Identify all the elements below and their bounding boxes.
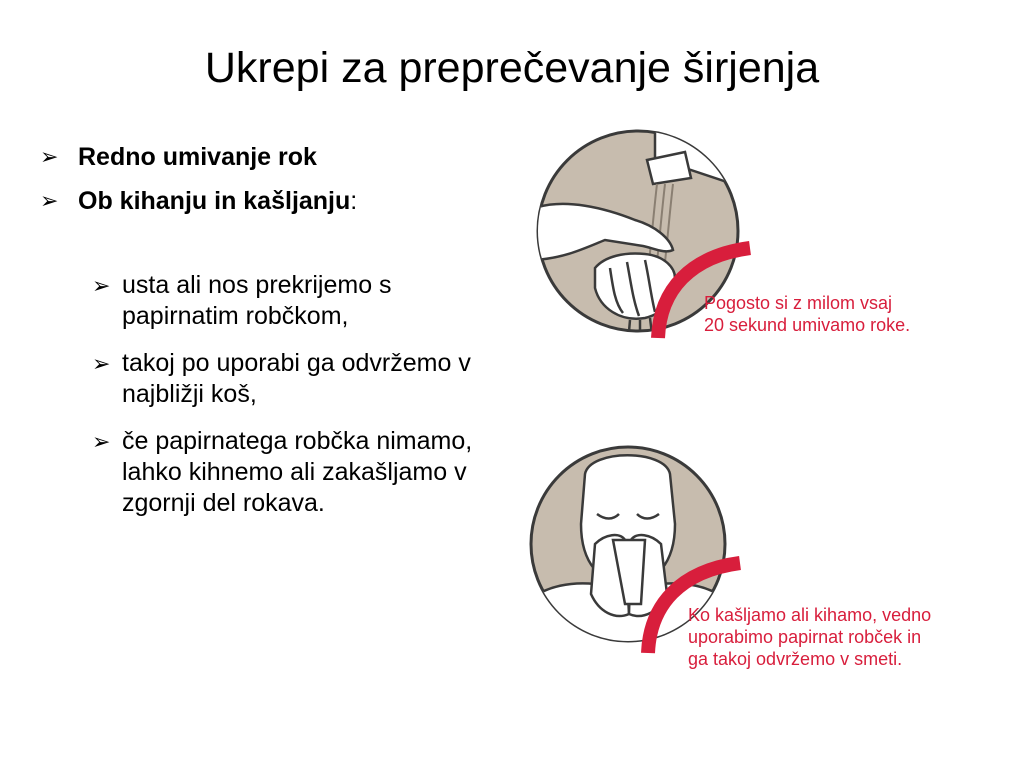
arrow-bullet-icon: ➢ (92, 429, 111, 454)
arrow-bullet-icon: ➢ (40, 144, 59, 169)
arrow-bullet-icon: ➢ (92, 273, 111, 298)
caption-line: uporabimo papirnat robček in (688, 627, 922, 647)
caption-line: Ko kašljamo ali kihamo, vedno (688, 605, 932, 625)
sub-bullet-text: usta ali nos prekrijemo s papirnatim robčkom, (122, 271, 392, 330)
sub-bullet-text: takoj po uporabi ga odvržemo v najbližji koš, (122, 349, 471, 408)
sub-bullet (40, 270, 510, 332)
sub-bullet (40, 426, 510, 519)
bullet-list (40, 142, 510, 535)
sneeze-caption (688, 604, 931, 670)
bullet-sneezing (40, 186, 510, 216)
bullet-colon: : (350, 187, 358, 215)
arrow-bullet-icon: ➢ (40, 188, 59, 213)
arrow-bullet-icon: ➢ (92, 351, 111, 376)
caption-line: Pogosto si z milom vsaj (704, 293, 893, 313)
handwash-caption (704, 292, 910, 336)
bullet-text: Redno umivanje rok (78, 143, 317, 171)
bullet-text: Ob kihanju in kašljanju (78, 187, 351, 215)
slide-title: Ukrepi za preprečevanje širjenja (204, 44, 820, 92)
caption-line: ga takoj odvržemo v smeti. (688, 649, 903, 669)
caption-line: 20 sekund umivamo roke. (704, 315, 911, 335)
sub-bullet-text: če papirnatega robčka nimamo, lahko kihnemo ali zakašljamo v zgornji del rokava. (122, 427, 473, 517)
sub-bullet (40, 348, 510, 410)
bullet-hand-washing (40, 142, 510, 172)
